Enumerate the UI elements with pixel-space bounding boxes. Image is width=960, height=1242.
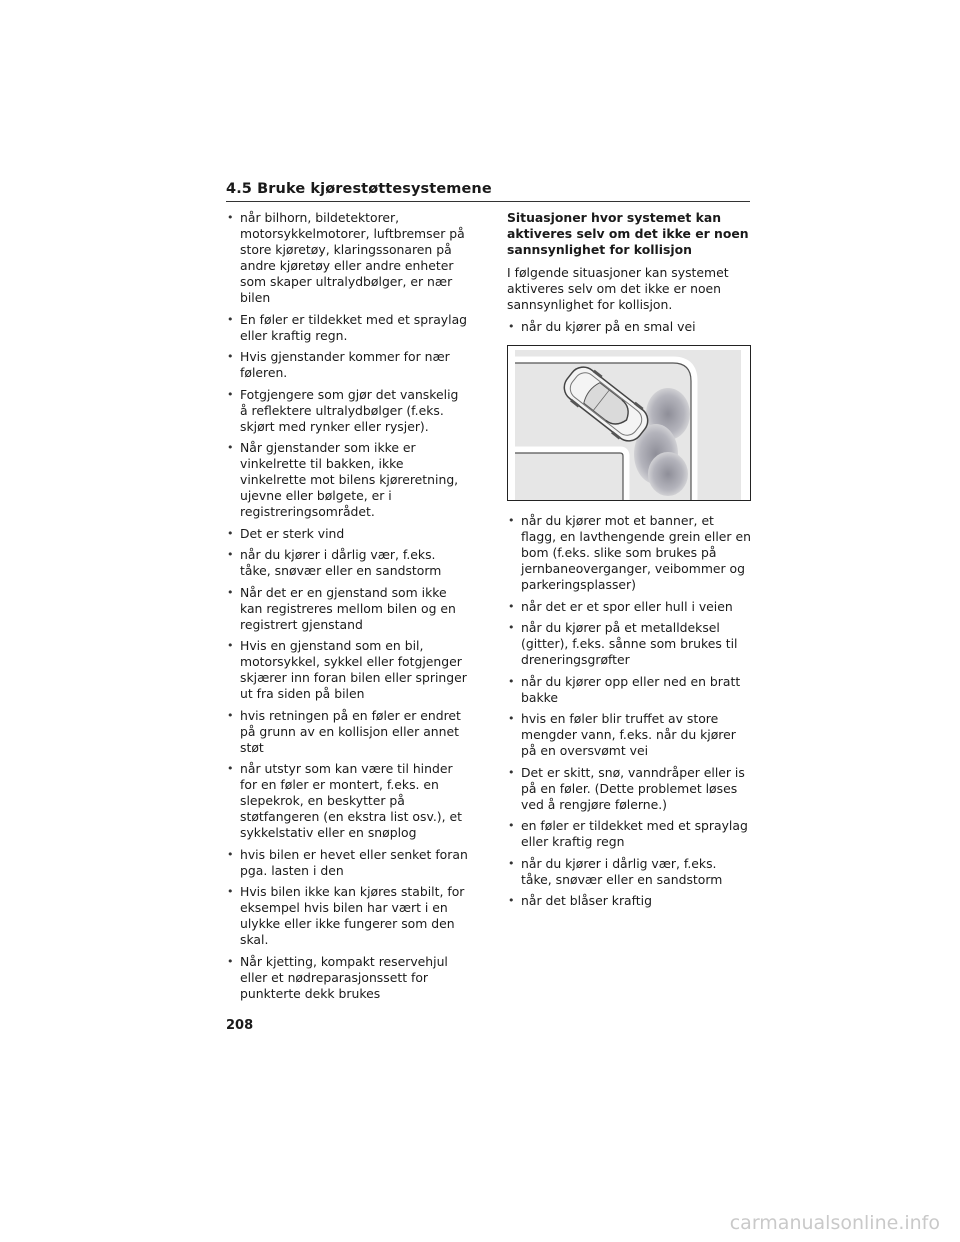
- list-item: • når du kjører på et metalldeksel (gitter), f.eks. sånne som brukes til dreneringsgrøfter: [507, 620, 751, 668]
- list-item: • Fotgjengere som gjør det vanskelig å reflektere ultralydbølger (f.eks. skjørt med rynker eller rysjer).: [226, 387, 468, 435]
- list-item: • når du kjører mot et banner, et flagg, en lavthengende grein eller en bom (f.eks. slike som brukes på jernbaneoverganger, veibommer og parkeringsplasser): [507, 513, 751, 593]
- page-number: 208: [226, 1018, 254, 1033]
- list-item: • Det er sterk vind: [226, 526, 468, 542]
- list-item: • Det er skitt, snø, vanndråper eller is på en føler. (Dette problemet løses ved å rengjøre følerne.): [507, 765, 751, 813]
- list-item: • en føler er tildekket med et spraylag eller kraftig regn: [507, 818, 751, 850]
- list-item: • når utstyr som kan være til hinder for en føler er montert, f.eks. en slepekrok, en beskytter på støtfangeren (en ekstra list osv.), et sykkelstativ eller en snøplog: [226, 761, 468, 841]
- list-item: • når du kjører opp eller ned en bratt bakke: [507, 674, 751, 706]
- right-bullet-list-after: [507, 513, 751, 909]
- left-column: [226, 210, 468, 1007]
- section-title: 4.5 Bruke kjørestøttesystemene: [226, 181, 492, 197]
- right-column: [507, 210, 751, 915]
- left-bullet-list: [226, 210, 468, 1002]
- watermark: carmanualsonline.info: [729, 1212, 940, 1234]
- detection-zone-bottom: [648, 452, 688, 496]
- right-bullet-list-before: [507, 319, 751, 335]
- list-item: • når det er et spor eller hull i veien: [507, 599, 751, 615]
- section-header: [226, 178, 750, 202]
- list-item: • hvis bilen er hevet eller senket foran pga. lasten i den: [226, 847, 468, 879]
- list-item: • Når det er en gjenstand som ikke kan registreres mellom bilen og en registrert gjenstand: [226, 585, 468, 633]
- list-item: • når du kjører i dårlig vær, f.eks. tåke, snøvær eller en sandstorm: [507, 856, 751, 888]
- section-heading: Situasjoner hvor systemet kan aktiveres selv om det ikke er noen sannsynlighet for kollisjon: [507, 210, 749, 257]
- list-item: • Hvis gjenstander kommer for nær føleren.: [226, 349, 468, 381]
- list-item: • hvis en føler blir truffet av store mengder vann, f.eks. når du kjører på en oversvømt vei: [507, 711, 751, 759]
- list-item: • når du kjører på en smal vei: [507, 319, 751, 335]
- list-item: • når det blåser kraftig: [507, 893, 751, 909]
- list-item: • Når gjenstander som ikke er vinkelrette til bakken, ikke vinkelrette mot bilens kjøreretning, ujevne eller bølgete, er i registreringsområdet.: [226, 440, 468, 520]
- list-item: • Når kjetting, kompakt reservehjul eller et nødreparasjonssett for punkterte dekk brukes: [226, 954, 468, 1002]
- intro-paragraph: I følgende situasjoner kan systemet aktiveres selv om det ikke er noen sannsynlighet for kollisjon.: [507, 265, 729, 312]
- narrow-road-illustration: [507, 345, 751, 501]
- illustration-svg: [508, 346, 750, 500]
- list-item: • når du kjører i dårlig vær, f.eks. tåke, snøvær eller en sandstorm: [226, 547, 468, 579]
- list-item: • Hvis en gjenstand som en bil, motorsykkel, sykkel eller fotgjenger skjærer inn foran bilen eller springer ut fra siden på bilen: [226, 638, 468, 702]
- list-item: • En føler er tildekket med et spraylag eller kraftig regn.: [226, 312, 468, 344]
- list-item: • hvis retningen på en føler er endret på grunn av en kollisjon eller annet støt: [226, 708, 468, 756]
- list-item: • Hvis bilen ikke kan kjøres stabilt, for eksempel hvis bilen har vært i en ulykke eller ikke fungerer som den skal.: [226, 884, 468, 948]
- list-item: • når bilhorn, bildetektorer, motorsykkelmotorer, luftbremser på store kjøretøy, klaringssonaren på andre kjøretøy eller andre enheter som skaper ultralydbølger, er nær bilen: [226, 210, 468, 306]
